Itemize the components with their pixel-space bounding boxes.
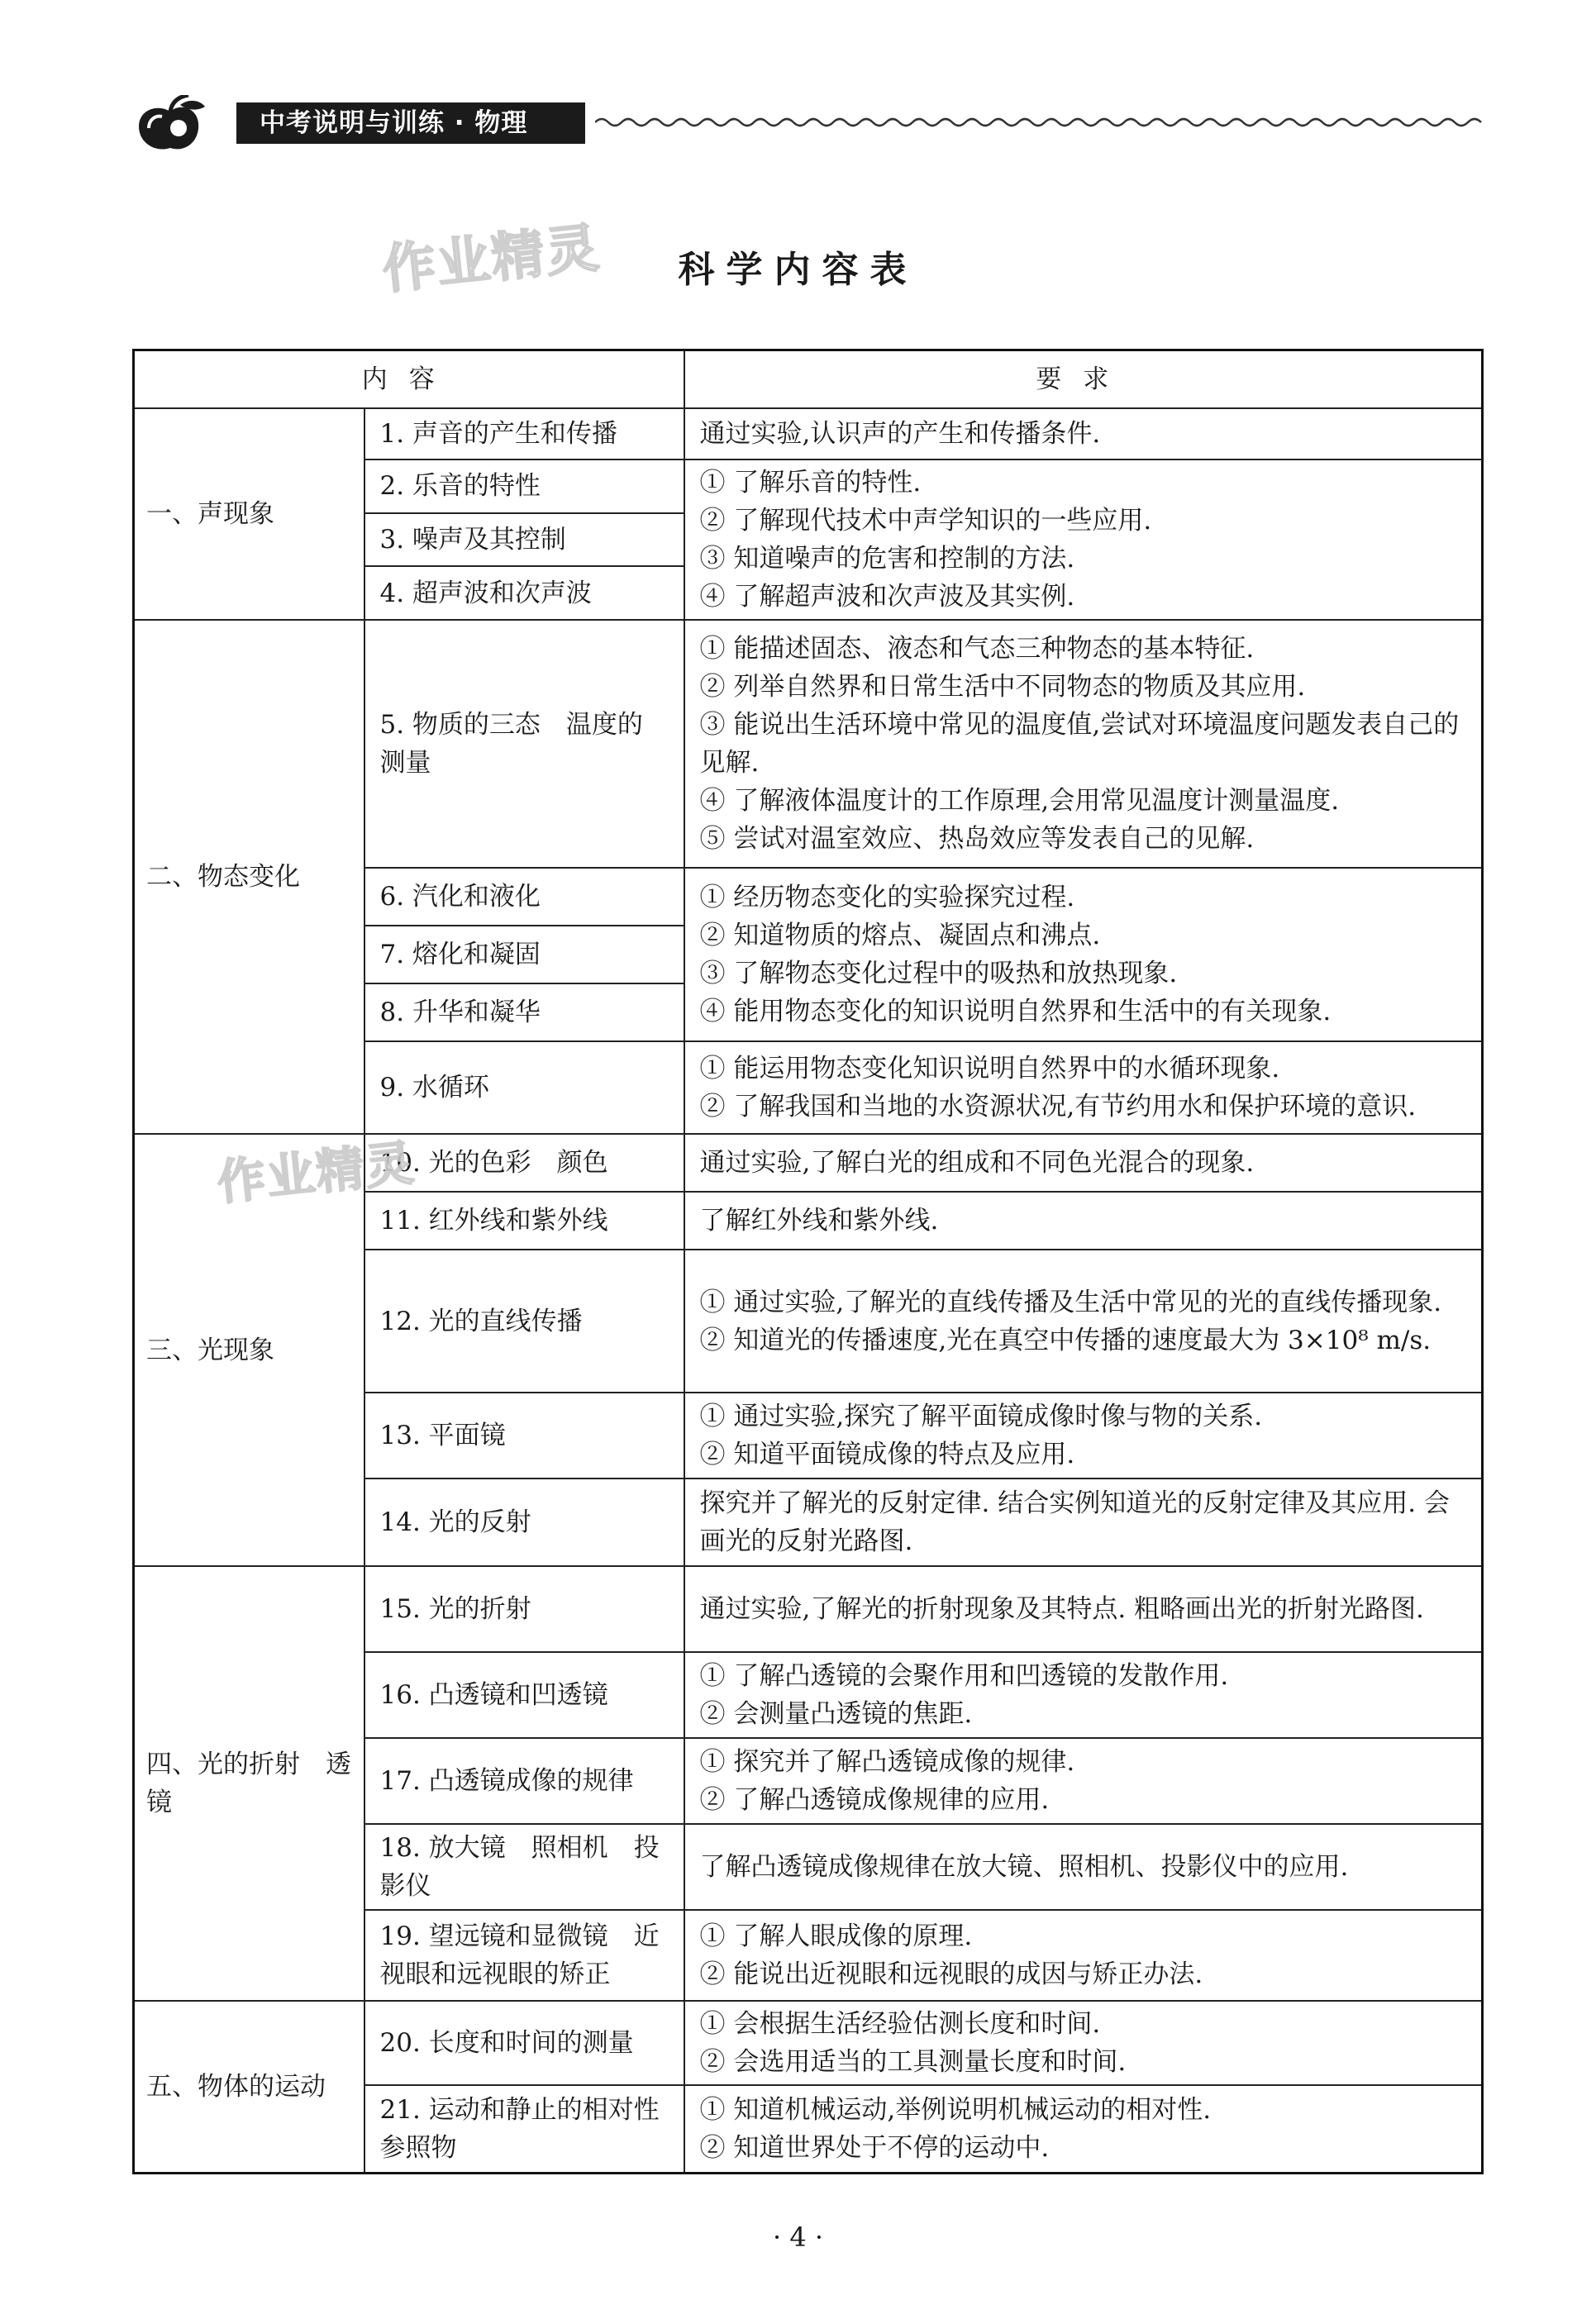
topic-cell: 7. 熔化和凝固 [364,926,684,983]
requirement-cell [684,620,1483,868]
requirement-cell [684,460,1483,620]
requirement-cell [684,1134,1483,1192]
requirement-line: 了解红外线和紫外线. [699,1206,939,1236]
requirement-line: ⑤ 尝试对温室效应、热岛效应等发表自己的见解. [699,824,1255,854]
requirement-line: ① 通过实验,探究了解平面镜成像时像与物的关系. [699,1402,1263,1431]
page-number: · 4 · [772,2221,824,2253]
topic-cell: 17. 凸透镜成像的规律 [364,1738,684,1824]
topic-cell: 13. 平面镜 [364,1393,684,1479]
header-title-bar: 中考说明与训练 · 物理 [236,102,585,144]
table-row [134,620,1483,868]
requirement-line: ① 能描述固态、液态和气态三种物态的基本特征. [699,634,1255,664]
topic-cell: 19. 望远镜和显微镜 近视眼和远视眼的矫正 [364,1910,684,2001]
category-cell: 四、光的折射 透镜 [134,1566,364,2001]
requirement-line: ① 会根据生活经验估测长度和时间. [699,2009,1101,2039]
page-title: 科学内容表 [678,249,918,291]
requirement-cell [684,868,1483,1041]
requirement-cell [684,1910,1483,2001]
requirement-line: ② 知道世界处于不停的运动中. [699,2132,1050,2163]
requirement-line: 通过实验,认识声的产生和传播条件. [699,419,1101,449]
requirement-line: ② 了解我国和当地的水资源状况,有节约用水和保护环境的意识. [699,1092,1417,1121]
topic-cell: 16. 凸透镜和凹透镜 [364,1652,684,1738]
topic-cell: 10. 光的色彩 颜色 [364,1134,684,1192]
requirement-line: 探究并了解光的反射定律. 结合实例知道光的反射定律及其应用. 会画光的反射光路图. [699,1488,1450,1556]
requirement-cell [684,1393,1483,1479]
watermark: 作业精灵 [214,1134,418,1212]
requirement-cell [684,1824,1483,1910]
requirement-line: ② 知道平面镜成像的特点及应用. [699,1440,1075,1469]
requirement-line: 了解凸透镜成像规律在放大镜、照相机、投影仪中的应用. [699,1852,1349,1882]
requirement-cell [684,1479,1483,1566]
topic-cell: 5. 物质的三态 温度的测量 [364,620,684,868]
requirement-line: 通过实验,了解白光的组成和不同色光混合的现象. [699,1148,1255,1178]
category-cell: 三、光现象 [134,1134,364,1566]
requirement-cell [684,1566,1483,1652]
watermark: 作业精灵 [379,217,603,302]
requirement-line: ③ 了解物态变化过程中的吸热和放热现象. [699,959,1178,988]
header-requirement: 要求 [684,350,1483,409]
decorative-wave-rule [595,108,1484,136]
table-row [134,2001,1483,2085]
requirement-cell [684,1192,1483,1250]
topic-cell: 1. 声音的产生和传播 [364,408,684,460]
requirement-cell [684,1652,1483,1738]
topic-cell: 9. 水循环 [364,1041,684,1134]
header-content: 内容 [134,350,684,409]
topic-cell: 21. 运动和静止的相对性 参照物 [364,2085,684,2173]
category-cell: 五、物体的运动 [134,2001,364,2173]
requirement-line: ④ 了解超声波和次声波及其实例. [699,582,1075,612]
requirement-cell [684,1250,1483,1393]
requirement-line: ② 会测量凸透镜的焦距. [699,1699,973,1729]
topic-cell: 2. 乐音的特性 [364,460,684,513]
requirement-cell [684,408,1483,460]
category-cell: 二、物态变化 [134,620,364,1134]
requirement-line: ① 了解乐音的特性. [699,468,922,498]
topic-cell: 4. 超声波和次声波 [364,566,684,620]
requirement-cell [684,1041,1483,1134]
requirement-line: ③ 能说出生活环境中常见的温度值,尝试对环境温度问题发表自己的见解. [699,710,1460,778]
topic-cell: 3. 噪声及其控制 [364,513,684,567]
table-header-row [134,350,1483,409]
topic-cell: 11. 红外线和紫外线 [364,1192,684,1250]
topic-cell: 14. 光的反射 [364,1479,684,1566]
topic-cell: 6. 汽化和液化 [364,868,684,926]
category-cell: 一、声现象 [134,408,364,620]
requirement-line: ② 了解凸透镜成像规律的应用. [699,1785,1050,1815]
requirement-line: ② 了解现代技术中声学知识的一些应用. [699,506,1152,536]
requirement-line: ② 会选用适当的工具测量长度和时间. [699,2047,1127,2077]
requirement-line: ① 探究并了解凸透镜成像的规律. [699,1747,1075,1777]
page-header [131,95,1486,145]
topic-cell: 20. 长度和时间的测量 [364,2001,684,2085]
topic-cell: 18. 放大镜 照相机 投影仪 [364,1824,684,1910]
requirement-line: ④ 能用物态变化的知识说明自然界和生活中的有关现象. [699,997,1332,1026]
requirement-line: ① 了解人眼成像的原理. [699,1921,973,1951]
topic-cell: 15. 光的折射 [364,1566,684,1652]
requirement-line: ① 知道机械运动,举例说明机械运动的相对性. [699,2094,1212,2125]
topic-cell: 8. 升华和凝华 [364,983,684,1041]
requirement-line: ② 列举自然界和日常生活中不同物态的物质及其应用. [699,672,1306,702]
requirement-cell [684,2001,1483,2085]
requirement-cell [684,1738,1483,1824]
apple-logo-icon [131,95,230,153]
requirement-line: ① 通过实验,了解光的直线传播及生活中常见的光的直线传播现象. [699,1287,1442,1317]
table-row [134,1566,1483,1652]
requirement-line: ② 知道光的传播速度,光在真空中传播的速度最大为 3×10⁸ m/s. [699,1325,1432,1355]
requirement-line: ② 知道物质的熔点、凝固点和沸点. [699,921,1101,950]
science-content-table [132,349,1484,2174]
table-row [134,408,1483,460]
requirement-line: ① 经历物态变化的实验探究过程. [699,883,1075,912]
requirement-line: ① 能运用物态变化知识说明自然界中的水循环现象. [699,1054,1280,1083]
requirement-cell [684,2085,1483,2173]
requirement-line: 通过实验,了解光的折射现象及其特点. 粗略画出光的折射光路图. [699,1594,1424,1624]
requirement-line: ① 了解凸透镜的会聚作用和凹透镜的发散作用. [699,1661,1229,1691]
requirement-line: ② 能说出近视眼和远视眼的成因与矫正办法. [699,1959,1203,1989]
requirement-line: ③ 知道噪声的危害和控制的方法. [699,544,1075,574]
topic-cell: 12. 光的直线传播 [364,1250,684,1393]
requirement-line: ④ 了解液体温度计的工作原理,会用常见温度计测量温度. [699,786,1340,816]
